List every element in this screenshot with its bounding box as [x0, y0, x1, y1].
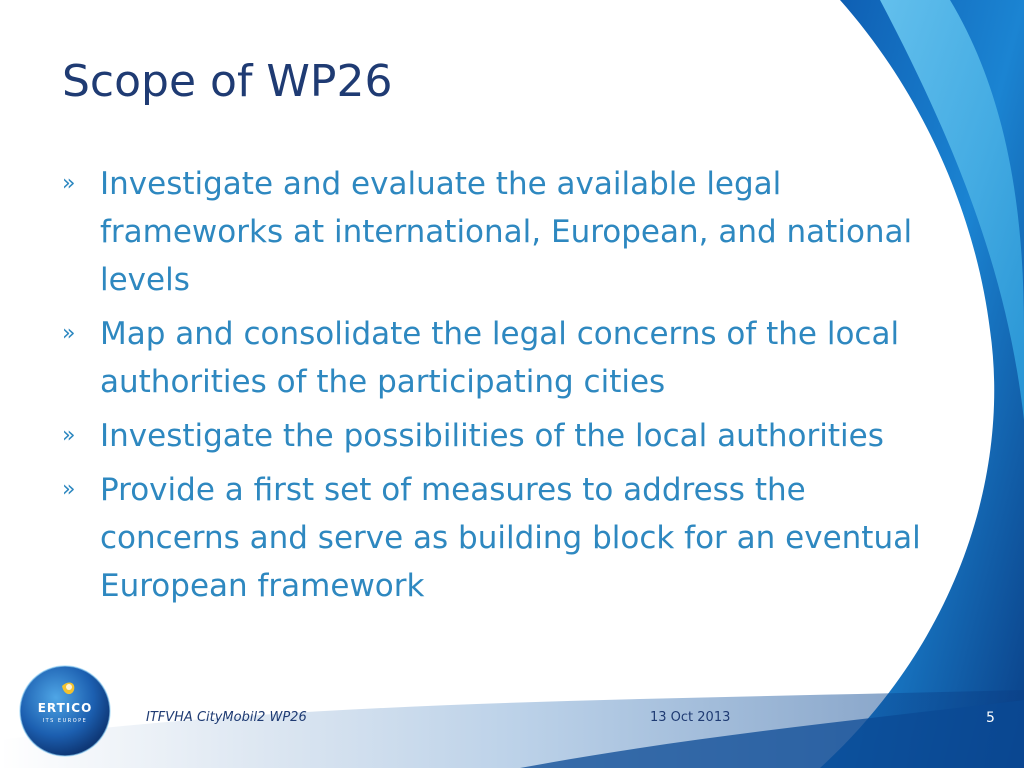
bullet-item	[62, 412, 942, 460]
bullet-marker-icon: »	[62, 423, 76, 448]
bullet-marker-icon: »	[62, 171, 76, 196]
bullet-list	[62, 160, 942, 616]
page-number: 5	[986, 710, 995, 726]
bullet-text: Map and consolidate the legal concerns of the local authorities of the participating cities	[100, 316, 900, 400]
bullet-text: Provide a first set of measures to address the concerns and serve as building block for an eventual European framework	[100, 472, 921, 604]
bullet-marker-icon: »	[62, 321, 76, 346]
bullet-text: Investigate the possibilities of the local authorities	[100, 418, 884, 454]
logo-name: ERTICO	[37, 701, 93, 715]
logo-subtitle: ITS EUROPE	[42, 718, 88, 724]
bullet-text: Investigate and evaluate the available legal frameworks at international, European, and national levels	[100, 166, 913, 298]
bullet-item	[62, 310, 942, 406]
slide-title: Scope of WP26	[62, 56, 393, 107]
bullet-marker-icon: »	[62, 477, 76, 502]
ertico-logo	[18, 664, 112, 758]
footer-date: 13 Oct 2013	[650, 710, 731, 725]
bullet-item	[62, 160, 942, 304]
bullet-item	[62, 466, 942, 610]
footer-event: ITFVHA CityMobil2 WP26	[146, 710, 307, 725]
